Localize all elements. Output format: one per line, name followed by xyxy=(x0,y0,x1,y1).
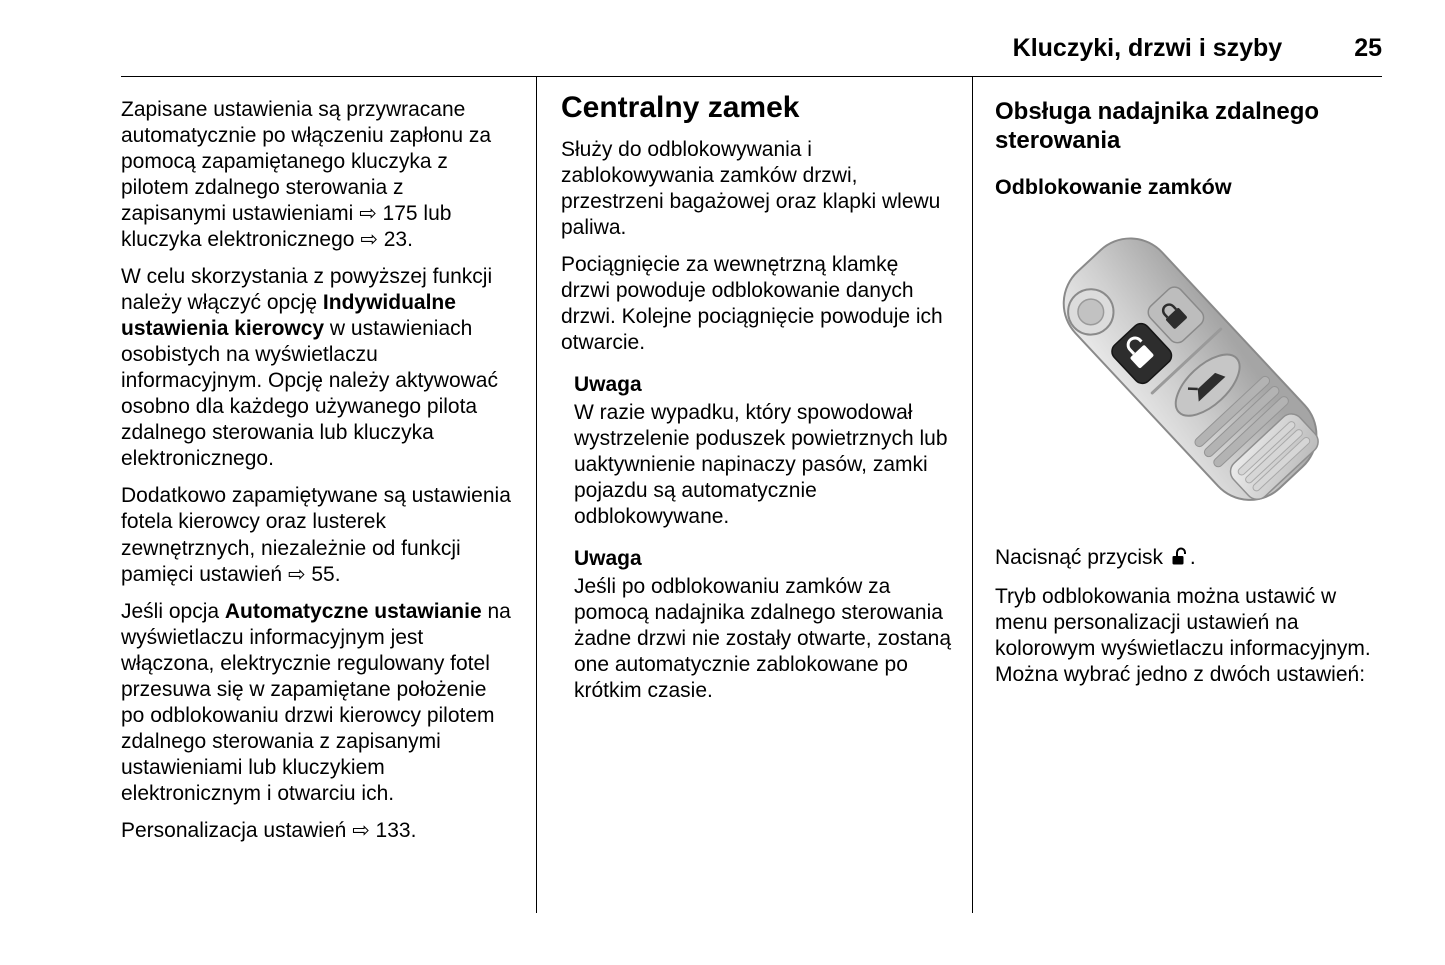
option-name-bold: Automatyczne ustawianie xyxy=(224,599,482,623)
note-body: Jeśli po odblokowaniu zamków za pomocą nadajnika zdalnego sterowania żadne drzwi nie zostały otwarte, zostaną one automatycznie zablokowane po krótkim czasie. xyxy=(574,575,952,703)
note-block xyxy=(574,372,952,530)
key-fob-illustration xyxy=(995,216,1381,529)
text-run: na wyświetlaczu informacyjnym jest włączona, elektrycznie regulowany fotel przesuwa się w zapamiętane położenie po odblokowaniu drzwi kierowcy pilotem zdalnego sterowania z zapisanymi ustawieniami lub kluczykiem elektronicznym i otwarciu ich. xyxy=(121,599,511,805)
fob-body xyxy=(1046,221,1335,518)
paragraph-memorized-seat: Dodatkowo zapamiętywane są ustawienia fotela kierowcy oraz lusterek zewnętrznych, niezależnie od funkcji pamięci ustawień ⇨ 55. xyxy=(121,484,511,586)
note-title: Uwaga xyxy=(574,372,642,396)
paragraph-auto-setting xyxy=(121,599,512,807)
key-fob-image xyxy=(1020,216,1356,522)
subheading-unlocking: Odblokowanie zamków xyxy=(995,174,1232,199)
note-block xyxy=(574,546,952,704)
text-run: . xyxy=(1189,546,1196,570)
text-run: Nacisnąć przycisk xyxy=(995,546,1169,570)
column-left xyxy=(121,77,536,913)
content-columns xyxy=(121,77,1382,913)
paragraph-activation xyxy=(121,264,512,472)
paragraph-inner-handle: Pociągnięcie za wewnętrzną klamkę drzwi powoduje odblokowanie danych drzwi. Kolejne pociągnięcie powoduje ich otwarcie. xyxy=(561,252,943,354)
section-heading-central-locking: Centralny zamek xyxy=(561,91,800,124)
text-run: Jeśli opcja xyxy=(121,599,225,623)
chapter-title: Kluczyki, drzwi i szyby xyxy=(1012,34,1283,62)
paragraph-press-button xyxy=(995,545,1381,573)
column-middle xyxy=(536,77,973,913)
column-right xyxy=(973,77,1381,913)
paragraph-personalization-ref: Personalizacja ustawień ⇨ 133. xyxy=(121,818,417,842)
paragraph-unlock-mode: Tryb odblokowania można ustawić w menu personalizacji ustawień na kolorowym wyświetlaczu informacyjnym. Można wybrać jedno z dwóch ustawień: xyxy=(995,585,1371,687)
paragraph-central-locking-intro: Służy do odblokowywania i zablokowywania zamków drzwi, przestrzeni bagażowej oraz klapki wlewu paliwa. xyxy=(561,137,941,239)
note-body: W razie wypadku, który spowodował wystrzelenie poduszek powietrznych lub uaktywnienie napinaczy pasów, zamki pojazdu są automatycznie odblokowywane. xyxy=(574,400,948,528)
note-title: Uwaga xyxy=(574,547,642,571)
paragraph-saved-settings: Zapisane ustawienia są przywracane automatycznie po włączeniu zapłonu za pomocą zapamiętanego kluczyka z pilotem zdalnego sterowania z zapisanymi ustawieniami ⇨ 175 lub kluczyka elektronicznego ⇨ 23. xyxy=(121,98,492,252)
option-name-bold: Indywidualne ustawienia kierowcy xyxy=(121,291,456,341)
page-number: 25 xyxy=(1354,34,1382,62)
page-header xyxy=(121,34,1382,77)
text-run: W celu skorzystania z powyższej funkcji należy włączyć opcję xyxy=(121,265,493,315)
section-heading-remote-control: Obsługa nadajnika zdalnego sterowania xyxy=(995,98,1320,155)
text-run: w ustawieniach osobistych na wyświetlaczu informacyjnym. Opcję należy aktywować osobno dla każdego używanego pilota zdalnego sterowania lub kluczyka elektronicznego. xyxy=(121,317,498,471)
unlock-button-icon xyxy=(1171,547,1188,573)
